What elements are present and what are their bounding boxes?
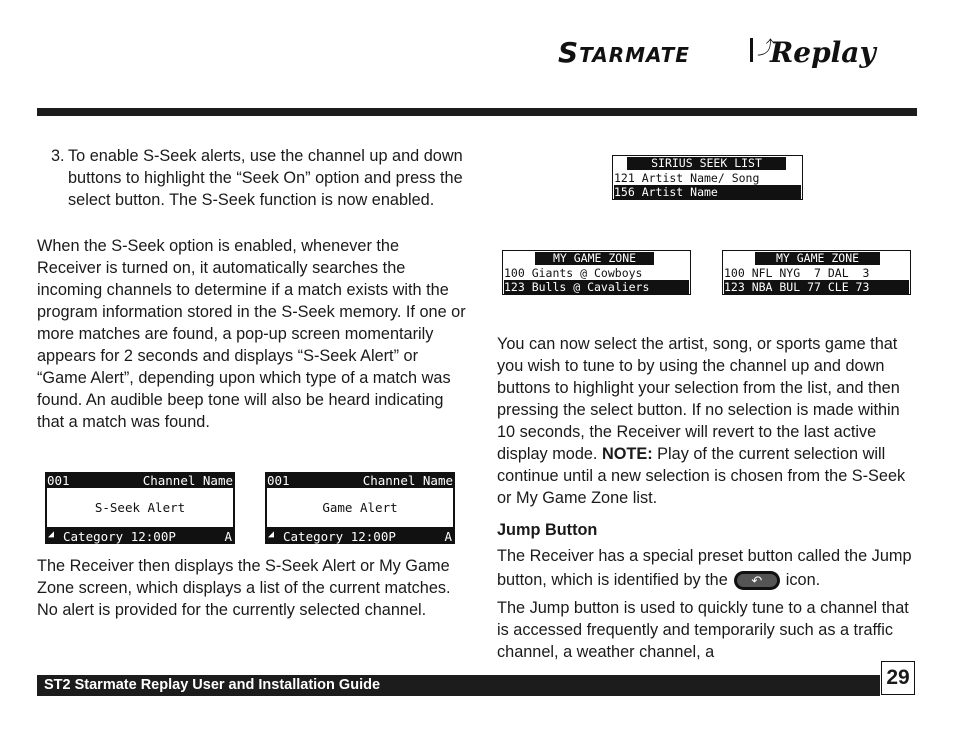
jump-paragraph-2: The Jump button is used to quickly tune to a channel that is accessed frequently and temporarily such as a traffic channel, a weather channel, a bbox=[497, 599, 909, 661]
logo-arrow-icon: ⤴ bbox=[757, 38, 775, 58]
header-rule bbox=[37, 108, 917, 116]
jump-paragraph-1: The Receiver has a special preset button called the Jump button, which is identified by the ↶ icon. bbox=[497, 547, 912, 589]
channel-number: 001 bbox=[267, 473, 290, 488]
alert-message: S-Seek Alert bbox=[94, 500, 186, 515]
left-paragraph-2: The Receiver then displays the S-Seek Alert or My Game Zone screen, which displays a list of the current matches. No alert is provided for the currently selected channel. bbox=[37, 557, 451, 619]
category-time: Category 12:00P bbox=[63, 529, 176, 544]
channel-number: 001 bbox=[47, 473, 70, 488]
right-paragraph-1: You can now select the artist, song, or sports game that you wish to tune to by using the channel up and down buttons to highlight your selection from the list, and then pressing the select button. If no selection is made within 10 seconds, the Receiver will revert to the last active display mode. NOTE: Play of the current selection will continue until a new selection is chosen from the S-Seek or My Game Zone list. bbox=[497, 335, 906, 507]
starmate-replay-logo bbox=[558, 34, 918, 70]
list-item-selected: 123 Bulls @ Cavaliers bbox=[504, 280, 689, 294]
screen-header: MY GAME ZONE bbox=[755, 252, 880, 265]
signal-icon: ◢ bbox=[48, 529, 55, 540]
my-game-zone-screen-2 bbox=[722, 250, 911, 295]
step-3-text: To enable S-Seek alerts, use the channel up and down buttons to highlight the “Seek On” option and press the select button. The S-Seek function is now enabled. bbox=[68, 147, 463, 209]
channel-name: Channel Name bbox=[142, 473, 233, 488]
alert-message: Game Alert bbox=[322, 500, 398, 515]
mode-indicator: A bbox=[224, 529, 232, 544]
note-label: NOTE: bbox=[601, 445, 653, 463]
channel-name: Channel Name bbox=[362, 473, 453, 488]
step-number: 3. bbox=[51, 147, 65, 165]
list-item-selected: 156 Artist Name bbox=[614, 185, 801, 199]
screen-header: SIRIUS SEEK LIST bbox=[627, 157, 786, 170]
sirius-seek-list-screen bbox=[612, 155, 803, 200]
logo-divider bbox=[750, 38, 753, 62]
step-3 bbox=[51, 145, 471, 211]
category-time: Category 12:00P bbox=[283, 529, 396, 544]
my-game-zone-screen-1 bbox=[502, 250, 691, 295]
left-paragraph-1: When the S-Seek option is enabled, whenever the Receiver is turned on, it automatically searches the incoming channels to determine if a match exists with the program information stored in the S-Seek memory. If one or more matches are found, a pop-up screen momentarily appears for 2 seconds and displays “S-Seek Alert” or “Game Alert”, depending upon which type of a match was found. An audible beep tone will also be heard indicating that a match was found. bbox=[37, 237, 466, 431]
list-item: 100 Giants @ Cowboys bbox=[504, 266, 643, 280]
sseek-alert-screen bbox=[45, 472, 235, 544]
signal-icon: ◢ bbox=[268, 529, 275, 540]
mode-indicator: A bbox=[444, 529, 452, 544]
list-item: 121 Artist Name/ Song bbox=[614, 171, 760, 185]
logo-starmate-text: Starmate bbox=[558, 36, 690, 69]
screen-header: MY GAME ZONE bbox=[535, 252, 654, 265]
jump-button-heading: Jump Button bbox=[497, 521, 598, 539]
list-item: 100 NFL NYG 7 DAL 3 bbox=[724, 266, 870, 280]
logo-replay-text: Replay bbox=[770, 36, 876, 69]
page-number: 29 bbox=[881, 661, 915, 695]
jump-button-icon: ↶ bbox=[734, 571, 780, 590]
game-alert-screen bbox=[265, 472, 455, 544]
guide-title: ST2 Starmate Replay User and Installation Guide bbox=[44, 677, 381, 693]
list-item-selected: 123 NBA BUL 77 CLE 73 bbox=[724, 280, 909, 294]
